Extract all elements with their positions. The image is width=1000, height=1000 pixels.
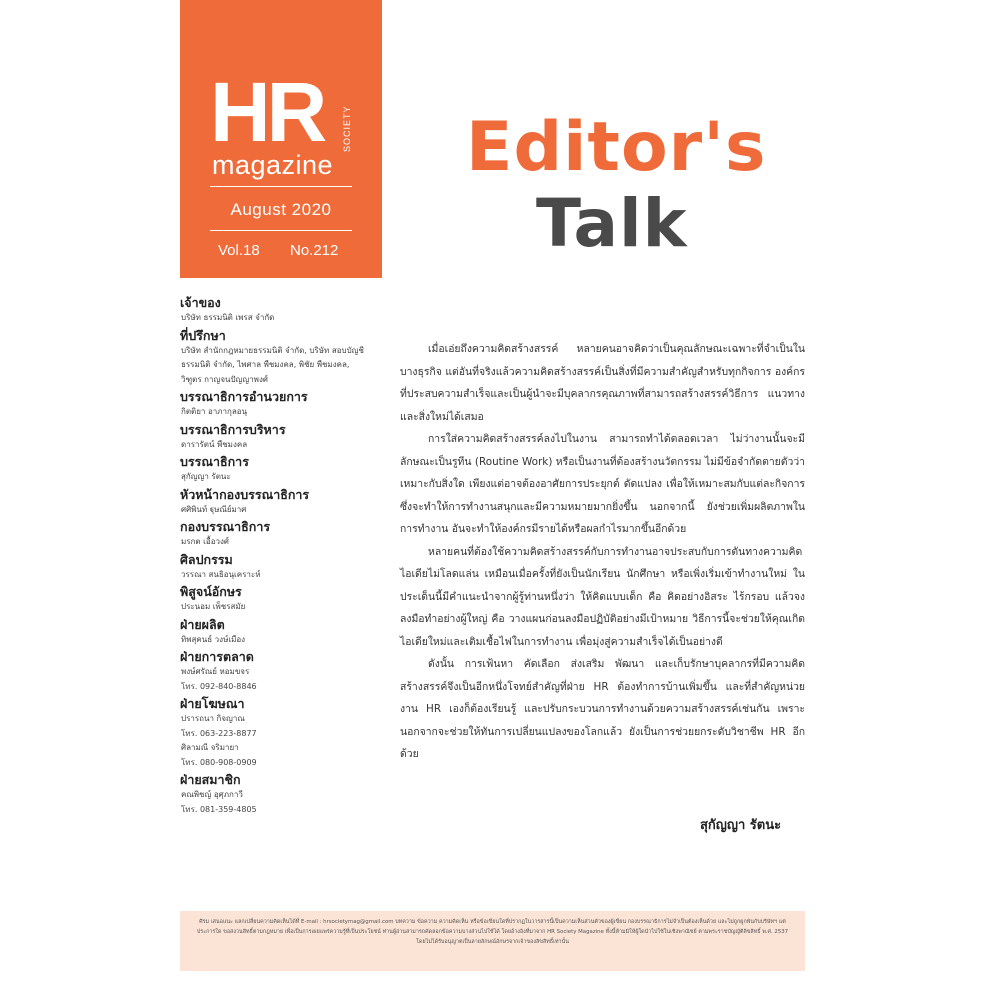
heading-talk: Talk [536,185,688,262]
editor-signature: สุกัญญา รัตนะ [700,818,782,833]
credit-name: พงษ์ศรัณย์ หอมขจร [181,667,250,676]
credit-name: คณพิชญ์ อุศุภกาวี [181,790,243,799]
credit-membership [180,771,390,817]
credit-name: บริษัท ธรรมนิติ เพรส จำกัด [181,313,275,322]
masthead-divider-top [210,186,352,187]
credit-role: บรรณาธิการ [180,454,249,469]
issue-number: No.212 [290,242,339,259]
credit-role: หัวหน้ากองบรรณาธิการ [180,486,310,502]
credit-name: วิฑูตร กาญจนปัญญาพงศ์ [181,374,268,384]
credit-name: ธรรมนิติ จำกัด, ไพศาล พืชมงคล, พิชัย พืชมงคล, [181,360,350,369]
credit-role: ฝ่ายการตลาด [180,649,254,664]
credit-name: กิตติยา อาภากุลอนุ [181,407,248,416]
issue-volume: Vol.18 [218,242,260,259]
article-paragraph: หลายคนที่ต้องใช้ความคิดสร้างสรรค์กับการทำงานอาจประสบกับการตันทางความคิด ไอเดียไม่โลดแล่น เหมือนเมื่อครั้งที่ยังเป็นนักเรียน นักศึกษา หรือเพิ่งเริ่มเข้าทำงานใหม่ ในประเด็นนี้มีคำแนะนำจากผู้รู้ท่านหนึ่งว่า ให้คิดแบบเด็ก คือ คิดอย่างอิสระ ไร้กรอบ แล้วจงลงมือทำอย่างผู้ใหญ่ คือ วางแผนก่อนลงมือปฏิบัติอย่างมีเป้าหมาย วิธีการนี้จะช่วยให้คุณเกิดไอเดียใหม่และเติมเชื้อไฟในการทำงาน เพื่อมุ่งสู่ความสำเร็จได้เป็นอย่างดี [400,545,805,648]
credit-phone: โทร. 081-359-4805 [181,804,257,814]
credit-name: ศิลามณี จริมายา [181,743,239,752]
credit-editorial [180,518,390,550]
credit-editor [180,453,390,485]
heading-editors: Editor's [466,108,767,187]
credit-chief-editorial [180,486,390,518]
editorial-article [400,338,805,766]
credit-phone: โทร. 080-908-0909 [181,757,257,767]
credit-advisors [180,327,390,388]
credit-owner [180,294,390,326]
credit-name: บริษัท สำนักกฎหมายธรรมนิติ จำกัด, บริษัท สอบบัญชี [181,345,364,355]
credit-role: ฝ่ายสมาชิก [180,772,241,787]
credit-advertising [180,695,390,770]
masthead-divider-bottom [210,230,352,231]
credit-director [180,388,390,420]
article-paragraph: การใส่ความคิดสร้างสรรค์ลงไปในงาน สามารถทำได้ตลอดเวลา ไม่ว่างานนั้นจะมีลักษณะเป็นรูทีน (Routine Work) หรือเป็นงานที่ต้องสร้างนวัตกรรม ไม่มีข้อจำกัดตายตัวว่าเหมาะกับสิ่งใด เพียงแต่อาจต้องอาศัยการประยุกต์ ดัดแปลง เพื่อให้เหมาะสมกับแต่ละกิจการ ซึ่งจะทำให้การทำงานสนุกและมีความหมายมากยิ่งขึ้น นอกจากนี้ ยังช่วยเพิ่มผลิตภาพในการทำงาน อันจะทำให้องค์กรมีรายได้หรือผลกำไรมากขึ้นอีกด้วย [400,433,805,535]
staff-credits [180,293,390,817]
logo-society-text: SOCIETY [342,105,352,152]
credit-role: ศิลปกรรม [180,551,233,567]
footer-text: ศิรม เสนอแนะ แลกเปลี่ยนความคิดเห็นได้ที่ E-mail : hrsocietymag@gmail.com บทความ ข้อความ ความคิดเห็น หรือข้อเขียนใดที่ปรากฏในวารสารนี้เป็นความเห็นส่วนตัวของผู้เขียน กองบรรณาธิการไม่จำเป็นต้องเห็นด้วย และไม่ถูกผูกพันกับบริษัทฯ แต่ประการใด ขอสงวนสิทธิ์ตามกฎหมาย เพื่อเป็นการเผยแพร่ความรู้ที่เป็นประโยชน์ ท่านผู้อ่านสามารถคัดลอกข้อความบางส่วนไปใช้ได้ โดยอ้างอิงที่มาจาก HR Society Magazine ทั้งนี้ห้ามมิให้ผู้ใดนำไปใช้ในเชิงพาณิชย์ ตามพระราชบัญญัติลิขสิทธิ์ พ.ศ. 2537 โดยไม่ได้รับอนุญาตเป็นลายลักษณ์อักษรจากเจ้าของลิขสิทธิ์เท่านั้น [196,919,789,945]
credit-name: ดารารัตน์ พืชมงคล [181,439,248,449]
credit-marketing [180,648,390,694]
article-paragraph: เมื่อเอ่ยถึงความคิดสร้างสรรค์ หลายคนอาจคิดว่าเป็นคุณลักษณะเฉพาะที่จำเป็นในบางธุรกิจ แต่อันที่จริงแล้วความคิดสร้างสรรค์เป็นสิ่งที่มีความสำคัญสำหรับทุกกิจการ องค์กรที่ประสบความสำเร็จและเป็นผู้นำจะมีบุคลากรคุณภาพที่สามารถสร้างสรรค์วิธีการ แนวทาง และสิ่งใหม่ได้เสมอ [400,343,805,423]
credit-role: ฝ่ายผลิต [180,616,225,632]
credit-phone: โทร. 092-840-8846 [181,681,257,691]
credit-role: พิสูจน์อักษร [180,584,242,599]
credit-role: ฝ่ายโฆษณา [180,696,245,711]
logo-hr: HR [210,65,324,159]
logo-magazine: magazine [212,150,334,180]
credit-name: ประนอม เพ็ชรสมัย [181,602,246,611]
credit-role: ที่ปรึกษา [180,327,226,343]
credit-role: เจ้าของ [180,295,221,310]
credit-proofreading [180,583,390,615]
credit-production [180,616,390,648]
credit-role: บรรณาธิการบริหาร [180,421,286,437]
credit-name: ศศิพินท์ ฐุษณีย์มาศ [181,504,247,514]
logo-society [342,78,354,152]
issue-date: August 2020 [230,200,332,219]
masthead-block [180,0,382,278]
credit-name: สุกัญญา รัตนะ [181,472,231,481]
credit-name: มรกต เอื้อวงศ์ [181,537,229,546]
credit-art [180,551,390,583]
credit-name: วรรณา สนธิอนุเคราะห์ [181,569,261,579]
credit-name: ปรารถนา กิจญาณ [181,714,245,723]
footer-notice [180,911,805,971]
article-paragraph: ดังนั้น การเฟ้นหา คัดเลือก ส่งเสริม พัฒนา และเก็บรักษาบุคลากรที่มีความคิดสร้างสรรค์จึงเป็นอีกหนึ่งโจทย์สำคัญที่ฝ่าย HR ต้องทำการบ้านเพิ่มขึ้น และที่สำคัญหน่วยงาน HR เองก็ต้องเรียนรู้ และปรับกระบวนการทำงานด้วยความสร้างสรรค์เช่นกัน เพราะนอกจากจะช่วยให้ทันการเปลี่ยนแปลงของโลกแล้ว ยังเป็นการช่วยยกระดับวิชาชีพ HR อีกด้วย [400,658,805,760]
credit-name: ทิพสุคนธ์ วงษ์เมือง [181,634,246,644]
credit-role: บรรณาธิการอำนวยการ [180,389,308,404]
credit-executive-editor [180,421,390,453]
credit-phone: โทร. 063-223-8877 [181,728,257,738]
credit-role: กองบรรณาธิการ [180,519,271,534]
